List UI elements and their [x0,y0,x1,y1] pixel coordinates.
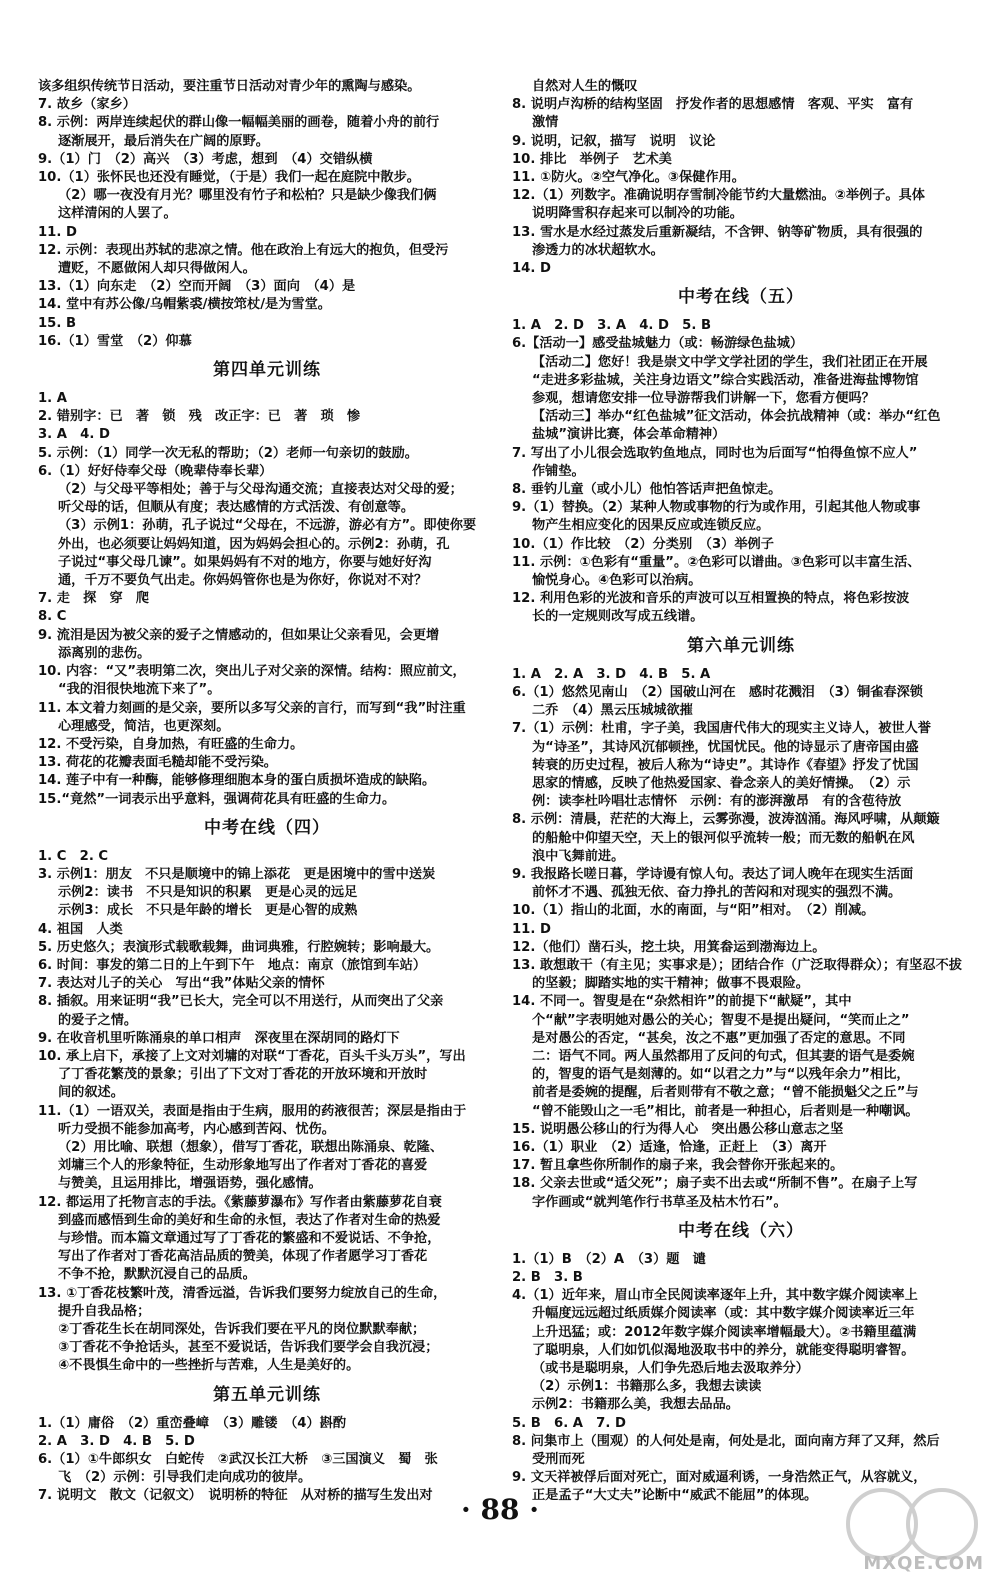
answer-line: 这样清闲的人罢了。 [58,206,177,222]
answer-line: 的坚毅；脚踏实地的实干精神；做事不畏艰险。 [532,976,809,992]
answer-line: 15.“竟然”一词表示出乎意料，强调荷花具有旺盛的生命力。 [38,791,396,807]
answer-line: 写出了作者对丁香花高洁品质的赞美，体现了作者愿学习丁香花 [58,1249,428,1265]
answer-line: 的船舱中仰望天空，天上的银河似乎流转一般；而无数的船帆在风 [532,830,915,846]
answer-line: 个“献”字表明她对愚公的关心；智叟不是提出疑问，“笑而止之” [532,1012,910,1028]
section-heading: 中考在线（五） [678,287,804,308]
answer-line: 10. 排比 举例子 艺术美 [512,151,672,167]
answer-line: 12. 示例：表现出苏轼的悲凉之情。他在政治上有远大的抱负，但受污 [38,242,449,258]
answer-line: 听父母的话，但顺从有度；表达感情的方式活泼、有创意等。 [58,500,415,516]
answer-line: 该多组织传统节日活动，要注重节日活动对青少年的熏陶与感染。 [38,79,421,94]
answer-line: 二乔 （4）黑云压城城欲摧 [532,703,693,719]
answer-line: 14. 莲子中有一种酶，能够修理细胞本身的蛋白质损坏造成的缺陷。 [38,773,436,789]
answer-line: 的爱子之情。 [58,1012,138,1028]
answer-line: 【活动三】举办“红色盐城”征文活动，体会抗战精神（或：举办“红色 [532,409,941,425]
watermark-ring-icon [906,1488,978,1560]
answer-line: 通，千万不要负气出走。你妈妈管你也是为你好，你说对不对？ [58,573,428,589]
answer-line: 13. 荷花的花瓣表面毛糙却能不受污染。 [38,755,277,771]
answer-line: 9. 在收音机里听陈涌泉的单口相声 深夜里在深胡同的路灯下 [38,1030,400,1046]
section-heading: 中考在线（六） [678,1220,804,1241]
answer-line: （或书是聪明泉，人们争先恐后地去汲取养分） [532,1361,809,1376]
answer-line: “走进多彩盐城，关注身边语文”综合实践活动，准备进海盐博物馆 [532,372,919,388]
answer-line: 15. 说明愚公移山的行为得人心 突出愚公移山意志之坚 [512,1121,844,1137]
answer-line: 参观，想请您安排一位导游帮我们讲解一下，您看方便吗？ [532,391,875,407]
answer-line: 不争不抢，默默沉浸自己的品质。 [58,1267,256,1283]
answer-line: 11. 本文着力刻画的是父亲，要所以多写父亲的言行，而写到“我”时注重 [38,700,466,716]
answer-line: 9.（1）门 （2）高兴 （3）考虑，想到 （4）交错纵横 [38,151,373,167]
answer-line: 逐渐展开，最后消失在广阔的原野。 [58,133,269,149]
answer-line: 11. ①防火。②空气净化。③保健作用。 [512,170,745,186]
answer-line: 12.（他们）凿石头，挖土块，用箕畚运到渤海边上。 [512,939,826,955]
answer-line: 前者是委婉的提醒，后者则带有不敬之意；“曾不能损魁父之丘”与 [532,1085,919,1101]
answer-line: 8. C [38,609,67,625]
answer-line: 10.（1）作比较 （2）分类别 （3）举例子 [512,536,774,552]
answer-line: 示例3：成长 不只是年龄的增长 更是心智的成熟 [58,903,358,919]
answer-line: 10. 承上启下，承接了上文对刘墉的对联“丁香花，百头千头万头”，写出 [38,1048,466,1064]
answer-line: 18. 父亲去世或“适父死”；扇子卖不出去或“所制不售”。在扇子上写 [512,1176,918,1192]
answer-line: 16.（1）雪堂 （2）仰慕 [38,333,192,349]
answer-line: 添离别的悲伤。 [58,645,151,661]
answer-line: 物产生相应变化的因果反应或连锁反应。 [532,518,770,534]
answer-line: （2）示例1：书籍那么多，我想去读读 [532,1379,762,1395]
answer-line: 示例2：读书 不只是知识的积累 更是心灵的远足 [58,885,358,901]
answer-line: 受刑而死 [532,1452,585,1468]
answer-line: 字作画或“就判笔作行书草圣及枯木竹石”。 [532,1194,787,1210]
answer-line: ②丁香花生长在胡同深处，告诉我们要在平凡的岗位默默奉献； [58,1322,426,1337]
answer-line: 13. 敢想敢干（有主见；实事求是）；团结合作（广泛取得群众）；有坚忍不拔 [512,957,962,973]
answer-line: 12.（1）列数字。准确说明存雪制冷能节约大量燃油。②举例子。具体 [512,188,925,204]
answer-line: 4.（1）近年来，眉山市全民阅读率逐年上升，其中数字媒介阅读率上 [512,1288,918,1304]
answer-line: 心理感受，简洁，也更深刻。 [58,718,230,734]
answer-line: 愉悦身心。④色彩可以治病。 [532,573,702,589]
answer-line: 激情 [532,115,559,131]
answer-line: 10.（1）张怀民也还没有睡觉，（于是）我们一起在庭院中散步。 [38,170,420,186]
answer-line: 听力受损不能参加高考，内心感到苦闷、忧伤。 [58,1121,335,1137]
answer-line: ③丁香花不争抢话头，甚至不爱说话，告诉我们要学会自我沉浸； [58,1340,439,1356]
answer-line: 8. 说明卢沟桥的结构坚固 抒发作者的思想感情 客观、平实 富有 [512,97,914,113]
page-number: · 88 · [461,1493,539,1526]
answer-line: 7. 走 探 穿 爬 [38,591,150,607]
answer-line: 14. D [512,261,551,277]
answer-line: 2. B 3. B [512,1269,583,1285]
answer-line: 11.（1）一语双关，表面是指由于生病，服用的药液很苦；深层是指由于 [38,1103,467,1119]
answer-line: 12. 都运用了托物言志的手法。《紫藤萝瀑布》写作者由紫藤萝花自衰 [38,1194,442,1210]
answer-line: 1. C 2. C [38,848,109,864]
answer-line: 14. 堂中有苏公像/乌帽紫裘/横按筇杖/是为雪堂。 [38,297,331,313]
answer-line: 了聪明泉，人们如饥似渴地汲取书中的养分，就能变得聪明睿智。 [532,1342,915,1358]
answer-line: （2）哪一夜没有月光？哪里没有竹子和松柏？只是缺少像我们俩 [58,188,437,204]
answer-line: 11. D [38,224,77,240]
answer-line: 6.【活动一】感受盐城魅力（或：畅游绿色盐城） [512,336,804,352]
answer-line: 16.（1）职业 （2）适逢，恰逢，正赶上 （3）离开 [512,1139,827,1155]
answer-line: 7. 写出了小儿很会选取钓鱼地点，同时也为后面写“怕得鱼惊不应人” [512,445,918,461]
answer-line: 遭贬，不愿做闲人却只得做闲人。 [58,261,256,277]
answer-line: 思家的情感，反映了他热爱国家、眷念亲人的美好情操。 （2）示 [532,775,911,791]
answer-line: 10. 内容：“又”表明第二次，突出儿子对父亲的深情。结构：照应前文， [38,664,466,680]
answer-line: 17. 暂且拿些你所制作的扇子来，我会替你开张起来的。 [512,1158,844,1174]
answer-line: 14. 不同一。智叟是在“杂然相许”的前提下“献疑”，其中 [512,994,852,1010]
answer-line: 1.（1）B （2）A （3）题 谴 [512,1251,706,1267]
answer-line: （3）示例1：孙萌，孔子说过“父母在，不远游，游必有方”。即使你要 [58,518,477,534]
answer-line: 9. 我报路长嗟日暮，学诗谩有惊人句。表达了词人晚年在现实生活面 [512,866,914,882]
answer-line: 说明降雪积存起来可以制冷的功能。 [532,206,743,222]
answer-line: 7. 说明文 散文（记叙文） 说明桥的特征 从对桥的描写生发出对 [38,1488,433,1504]
answer-line: 8. 垂钓儿童（或小儿）他怕答话声把鱼惊走。 [512,482,782,498]
answer-line: 上升迅猛；或：2012年数字媒介阅读率增幅最大）。②书籍里蕴满 [532,1324,917,1340]
answer-line: 7. 表达对儿子的关心 写出“我”体贴父亲的情怀 [38,976,325,992]
answer-line: 12. 不受污染，自身加热，有旺盛的生命力。 [38,736,304,752]
section-heading: 第五单元训练 [213,1384,321,1405]
answer-line: 子说过“事父母几谏”。如果妈妈有不对的地方，你要与她好好沟 [58,554,432,570]
answer-line: 12. 利用色彩的光波和音乐的声波可以互相置换的特点，将色彩按波 [512,591,910,607]
answer-line: 8. 示例：两岸连续起伏的群山像一幅幅美丽的画卷，随着小舟的前行 [38,115,440,131]
answer-line: 【活动二】您好！我是崇文中学文学社团的学生，我们社团正在开展 [532,354,928,370]
answer-line: 9. 文天祥被俘后面对死亡，面对威逼利诱，一身浩然正气，从容就义， [512,1470,927,1486]
answer-line: 是对愚公的否定，“甚矣，汝之不惠”更加强了否定的意思。不同 [532,1030,906,1046]
answer-line: 13. 雪水是水经过蒸发后重新凝结，不含钾、钠等矿物质，具有很强的 [512,224,923,240]
answer-line: 7.（1）示例：杜甫，字子美，我国唐代伟大的现实主义诗人，被世人誉 [512,721,931,737]
answer-line: 作铺垫。 [532,463,585,479]
answer-line: 与珍惜。而本篇文章通过写了丁香花的繁盛和不爱说话、不争抢， [58,1230,441,1246]
answer-line: 5. 历史悠久；表演形式载歌载舞，曲词典雅，行腔婉转；影响最大。 [38,939,440,955]
answer-line: 盐城”演讲比赛，体会革命精神） [532,427,726,443]
answer-line: 渗透力的冰状超软水。 [532,242,664,258]
answer-line: 7. 故乡（家乡） [38,97,136,113]
answer-line: 飞 （2）示例：引导我们走向成功的彼岸。 [58,1470,312,1486]
answer-line: 6.（1）①牛郎织女 白蛇传 ②武汉长江大桥 ③三国演义 蜀 张 [38,1452,438,1468]
answer-line: 转衰的历史过程，被后人称为“诗史”。其诗作《春望》抒发了忧国 [532,757,919,773]
answer-line: 9. 流泪是因为被父亲的爱子之情感动的，但如果让父亲看见，会更增 [38,627,440,643]
answer-line: 刘墉三个人的形象特征，生动形象地写出了作者对丁香花的喜爱 [58,1158,428,1174]
answer-line: 1. A [38,391,67,407]
section-heading: 第四单元训练 [213,360,321,381]
answer-line: 1.（1）庸俗 （2）重峦叠嶂 （3）雕镂 （4）斟酌 [38,1415,347,1431]
answer-line: 与赞美，且运用排比，增强语势，强化感情。 [58,1176,322,1192]
left-column [38,78,496,1506]
answer-line: 二：语气不同。两人虽然都用了反问的句式，但其妻的语气是委婉 [532,1048,915,1064]
answer-line: 例：读李杜吟唱壮志情怀 示例：有的澎湃激昂 有的含苞待放 [532,794,902,810]
answer-line: 1. A 2. A 3. D 4. B 5. A [512,666,711,682]
answer-line: 3. A 4. D [38,427,110,443]
answer-line: 1. A 2. D 3. A 4. D 5. B [512,318,711,334]
answer-line: 外出，也必须要让妈妈知道，因为妈妈会担心的。示例2：孙萌，孔 [58,536,450,552]
answer-line: 为“诗圣”，其诗风沉郁顿挫，忧国忧民。他的诗显示了唐帝国由盛 [532,739,919,755]
answer-line: 9. 说明，记叙，描写 说明 议论 [512,133,716,149]
answer-line: 13. ①丁香花枝繁叶茂，清香远溢，告诉我们要努力绽放自己的生命， [38,1285,447,1301]
answer-line: 6. 时间：事发的第二日的上午到下午 地点：南京（旅馆到车站） [38,957,427,973]
answer-line: （2）与父母平等相处；善于与父母沟通交流；直接表达对父母的爱； [58,482,463,498]
answer-line: 8. 示例：清晨，茫茫的大海上，云雾弥漫，波涛汹涌。海风呼啸，从颠簸 [512,812,940,828]
answer-line: 13.（1）向东走 （2）空而开阔 （3）面向 （4）是 [38,279,356,295]
answer-line: 5. 示例：（1）同学一次无私的帮助；（2）老师一句亲切的鼓励。 [38,445,418,461]
answer-line: 正是孟子“大丈夫”论断中“威武不能屈”的体现。 [532,1488,818,1504]
answer-line: 3. 示例1：朋友 不只是顺境中的锦上添花 更是困境中的雪中送炭 [38,866,436,882]
watermark-text: MXQE.COM [863,1553,984,1574]
answer-line: “曾不能毁山之一毛”相比，前者是一种担心，后者则是一种嘲讽。 [532,1103,919,1119]
answer-line: 提升自我品格； [58,1303,151,1319]
answer-line: 8. 问集市上（围观）的人何处是南，何处是北，面向南方拜了又拜，然后 [512,1433,940,1449]
answer-line: 11. 示例：①色彩有“重量”。②色彩可以谱曲。③色彩可以丰富生活、 [512,554,921,570]
answer-line: 到盛而感悟到生命的美好和生命的永恒，表达了作者对生命的热爱 [58,1212,441,1228]
answer-line: 15. B [38,315,77,331]
answer-line: 2. 错别字：已 著 锁 残 改正字：已 著 琐 惨 [38,409,361,425]
answer-line: 6.（1）好好侍奉父母（晚辈侍奉长辈） [38,463,273,479]
answer-line: 示例2：书籍那么美，我想去品品。 [532,1397,739,1413]
answer-line: 5. B 6. A 7. D [512,1415,626,1431]
answer-line: 10.（1）指山的北面，水的南面，与“阳”相对。 （2）削减。 [512,903,875,919]
answer-line: 4. 祖国 人类 [38,921,123,937]
answer-line: 自然对人生的慨叹 [532,79,638,94]
right-column [512,78,970,1506]
answer-line: 6.（1）悠然见南山 （2）国破山河在 感时花溅泪 （3）铜雀春深锁 [512,684,923,700]
answer-line: 间的叙述。 [58,1085,124,1101]
answer-line: 长的一定规则改写成五线谱。 [532,609,704,625]
answer-line: 11. D [512,921,551,937]
answer-line: “我的泪很快地流下来了”。 [58,682,221,698]
watermark-logo [836,1488,986,1580]
answer-line: ④不畏惧生命中的一些挫折与苦难，人生是美好的。 [58,1358,360,1374]
answer-line: 9.（1）替换。（2）某种人物或事物的行为或作用，引起其他人物或事 [512,500,921,516]
answer-line: 2. A 3. D 4. B 5. D [38,1433,195,1449]
answer-line: 升幅度远远超过纸质媒介阅读率（或：其中数字媒介阅读率近三年 [532,1306,915,1322]
answer-line: 前怀才不遇、孤独无依、奋力挣扎的苦闷和对现实的强烈不满。 [532,885,902,901]
answer-line: （2）用比喻、联想（想象），借写丁香花，联想出陈涌泉、乾隆、 [58,1139,444,1155]
answer-line: 了丁香花繁茂的景象；引出了下文对丁香花的开放环境和开放时 [58,1067,428,1083]
section-heading: 第六单元训练 [687,635,795,656]
answer-line: 浪中飞舞前进。 [532,848,625,864]
section-heading: 中考在线（四） [204,817,330,838]
answer-line: 的，智叟的语气是刻薄的。如“以君之力”与“以残年余力”相比， [532,1067,910,1083]
answer-line: 8. 插叙。用来证明“我”已长大，完全可以不用送行，从而突出了父亲 [38,994,444,1010]
